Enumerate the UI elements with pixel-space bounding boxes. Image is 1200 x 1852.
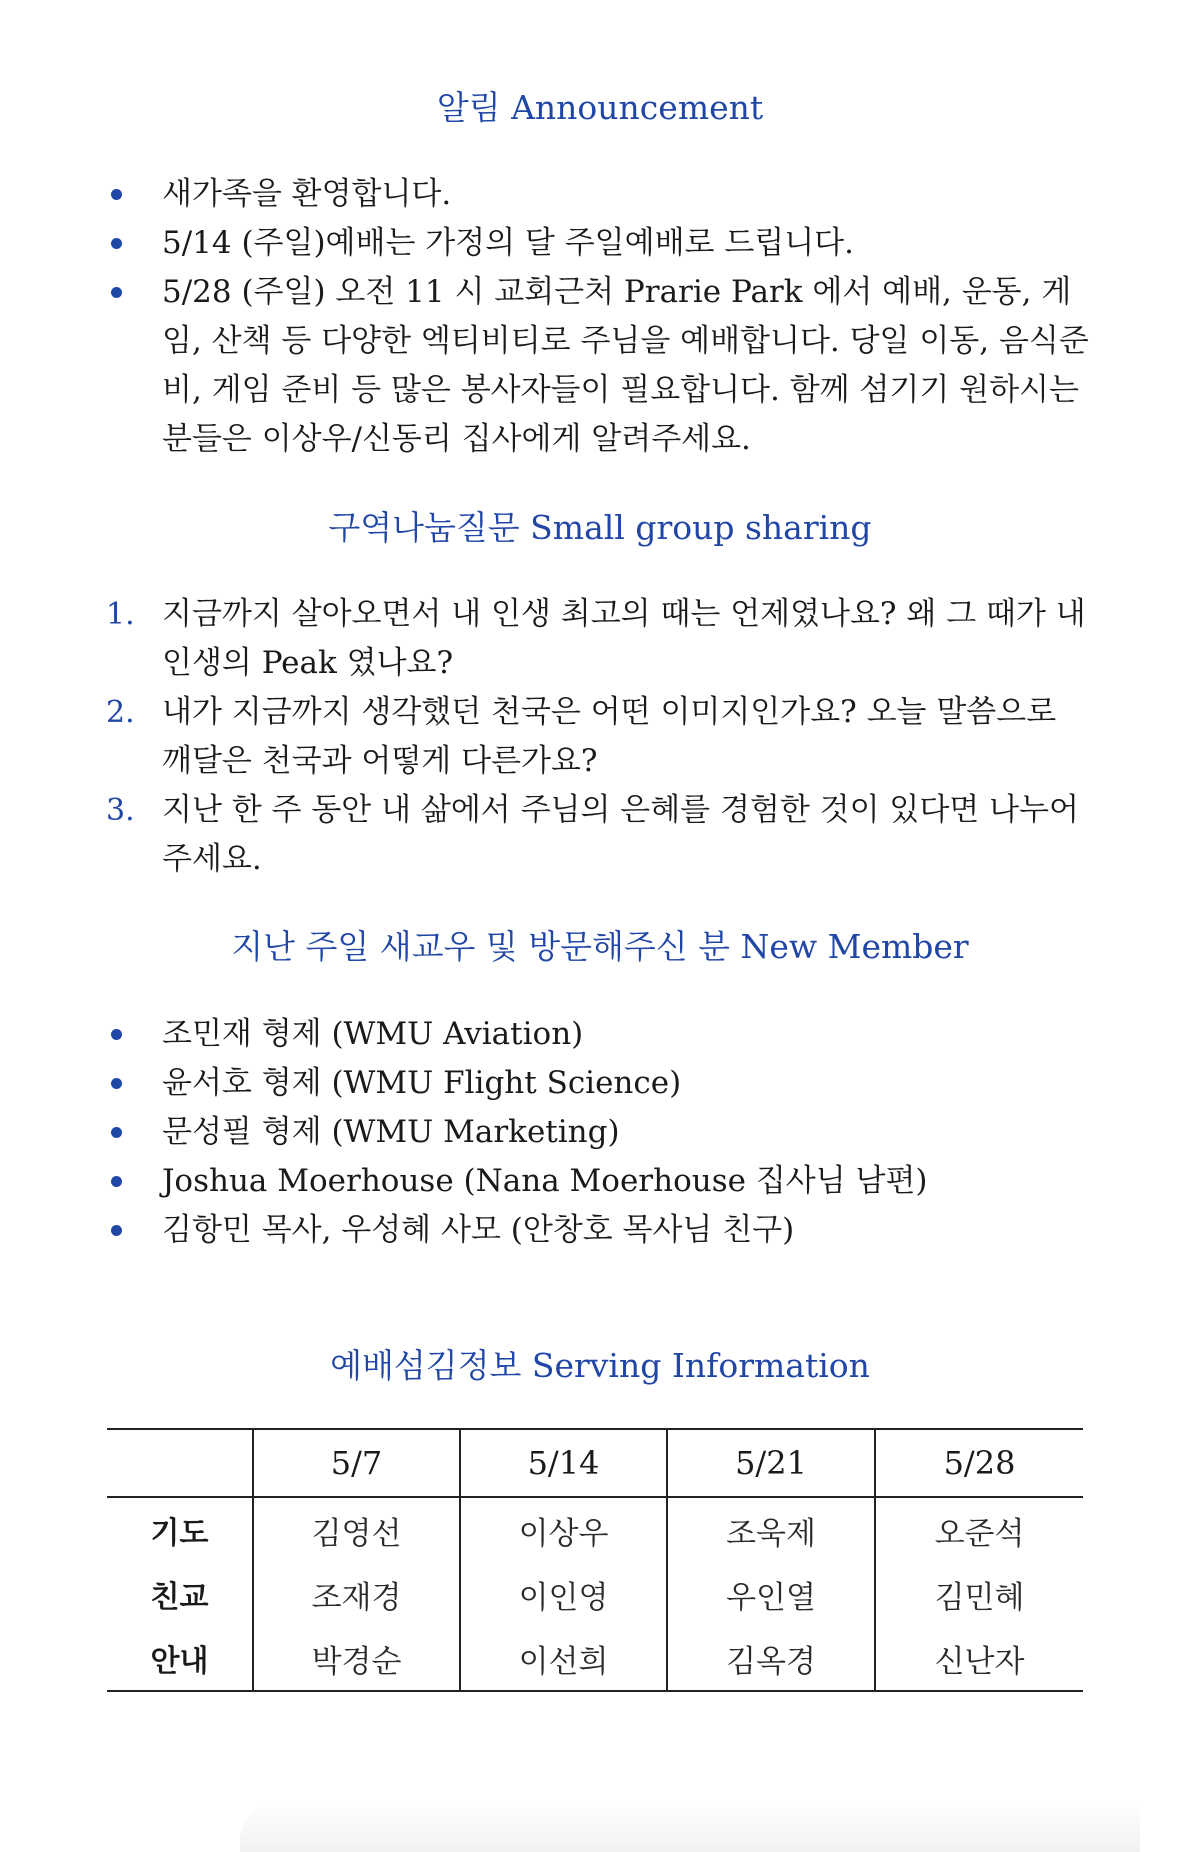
list-item bbox=[0, 688, 1092, 786]
question-number: 3. bbox=[106, 793, 135, 828]
table-cell: 김영선 bbox=[253, 1497, 460, 1562]
new-member-heading: 지난 주일 새교우 및 방문해주신 분 New Member bbox=[231, 927, 969, 966]
date-header: 5/28 bbox=[875, 1429, 1083, 1497]
member-text: 문성필 형제 (WMU Marketing) bbox=[162, 1114, 620, 1150]
list-item bbox=[0, 1108, 1092, 1157]
serving-table bbox=[107, 1428, 1083, 1692]
member-text: Joshua Moerhouse (Nana Moerhouse 집사님 남편) bbox=[162, 1163, 928, 1199]
list-item bbox=[0, 219, 1092, 268]
announcement-heading: 알림 Announcement bbox=[436, 88, 764, 127]
announcement-text: 새가족을 환영합니다. bbox=[162, 176, 452, 212]
table-header-row bbox=[107, 1429, 1083, 1497]
announcement-text: 5/14 (주일)예배는 가정의 달 주일예배로 드립니다. bbox=[162, 225, 854, 261]
bullet-icon bbox=[111, 238, 122, 249]
bullet-icon bbox=[111, 1176, 122, 1187]
new-member-list bbox=[0, 1010, 1200, 1255]
row-label: 안내 bbox=[107, 1626, 253, 1691]
question-text: 지난 한 주 동안 내 삶에서 주님의 은혜를 경험한 것이 있다면 나누어 주세요. bbox=[162, 792, 1079, 877]
page-curl-shadow bbox=[240, 1800, 1140, 1852]
question-number: 1. bbox=[106, 597, 135, 632]
date-header: 5/14 bbox=[460, 1429, 667, 1497]
small-group-heading: 구역나눔질문 Small group sharing bbox=[328, 508, 872, 547]
row-label: 친교 bbox=[150, 1580, 209, 1615]
list-item bbox=[0, 1157, 1092, 1206]
list-item bbox=[0, 786, 1092, 884]
table-cell: 이상우 bbox=[460, 1497, 667, 1562]
serving-heading: 예배섬김정보 Serving Information bbox=[330, 1346, 870, 1385]
table-cell: 이인영 bbox=[460, 1562, 667, 1626]
list-item bbox=[0, 170, 1092, 219]
table-cell: 신난자 bbox=[875, 1626, 1083, 1691]
bullet-icon bbox=[111, 1078, 122, 1089]
table-cell: 오준석 bbox=[875, 1497, 1083, 1562]
member-text: 윤서호 형제 (WMU Flight Science) bbox=[162, 1065, 682, 1101]
announcement-text: 5/28 (주일) 오전 11 시 교회근처 Prarie Park 에서 예배, 운동, 게임, 산책 등 다양한 엑티비티로 주님을 예배합니다. 당일 이동, 음식준비, 게임 준비 등 많은 봉사자들이 필요합니다. 함께 섬기기 원하시는 분들은 이상우/신동리 집사에게 알려주세요. bbox=[162, 274, 1089, 457]
bullet-icon bbox=[111, 189, 122, 200]
question-number: 2. bbox=[106, 695, 135, 730]
question-text: 지금까지 살아오면서 내 인생 최고의 때는 언제였나요? 왜 그 때가 내 인생의 Peak 였나요? bbox=[162, 596, 1086, 681]
table-row bbox=[107, 1626, 1083, 1691]
date-header: 5/21 bbox=[667, 1429, 875, 1497]
list-item bbox=[0, 590, 1092, 688]
table-cell: 조재경 bbox=[253, 1562, 460, 1626]
row-label: 기도 bbox=[150, 1516, 209, 1551]
list-item bbox=[0, 1059, 1092, 1108]
table-row bbox=[107, 1497, 1083, 1562]
member-text: 김항민 목사, 우성혜 사모 (안창호 목사님 친구) bbox=[162, 1212, 795, 1248]
table-cell: 박경순 bbox=[253, 1626, 460, 1691]
announcement-list bbox=[0, 170, 1200, 464]
date-header: 5/7 bbox=[253, 1429, 460, 1497]
table-cell: 김옥경 bbox=[667, 1626, 875, 1691]
bullet-icon bbox=[111, 1029, 122, 1040]
bullet-icon bbox=[111, 1127, 122, 1138]
question-text: 내가 지금까지 생각했던 천국은 어떤 이미지인가요? 오늘 말씀으로 깨달은 천국과 어떻게 다른가요? bbox=[162, 694, 1057, 779]
corner-cell bbox=[107, 1429, 253, 1497]
bullet-icon bbox=[111, 287, 122, 298]
small-group-questions bbox=[0, 590, 1200, 884]
table-cell: 조욱제 bbox=[667, 1497, 875, 1562]
member-text: 조민재 형제 (WMU Aviation) bbox=[162, 1016, 584, 1052]
table-row bbox=[107, 1562, 1083, 1626]
list-item bbox=[0, 268, 1092, 464]
list-item bbox=[0, 1206, 1092, 1255]
table-cell: 김민혜 bbox=[875, 1562, 1083, 1626]
table-cell: 우인열 bbox=[667, 1562, 875, 1626]
table-cell: 이선희 bbox=[460, 1626, 667, 1691]
bullet-icon bbox=[111, 1225, 122, 1236]
list-item bbox=[0, 1010, 1092, 1059]
